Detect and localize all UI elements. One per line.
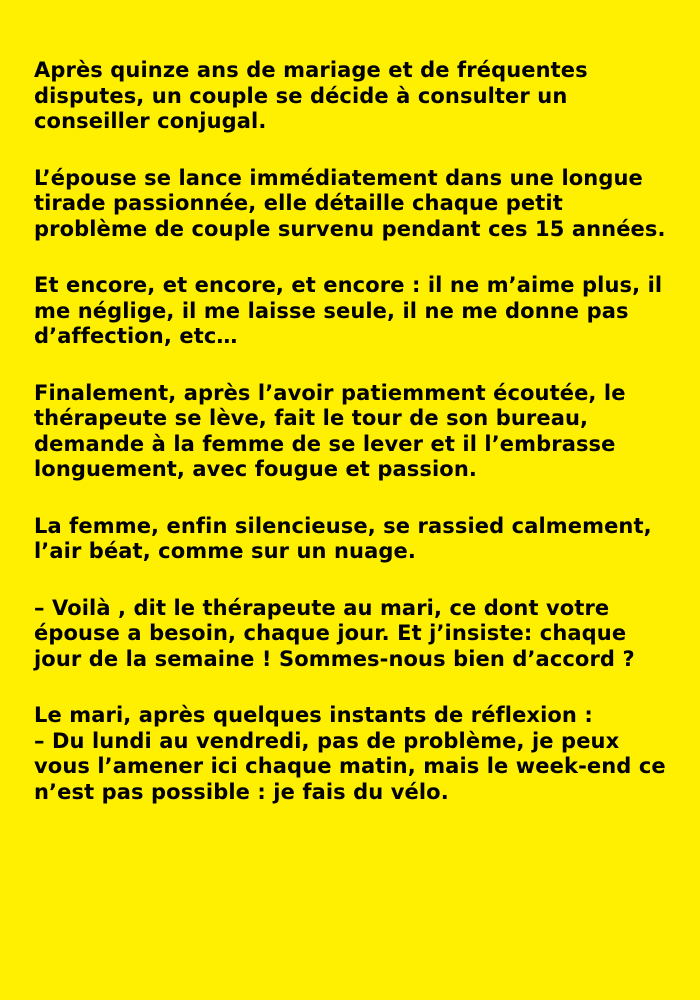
- paragraph-therapist-advice: – Voilà , dit le thérapeute au mari, ce dont votre épouse a besoin, chaque jour. Et j’insiste: chaque jour de la semaine ! Sommes-nous bien d’accord ?: [34, 595, 635, 671]
- paragraph-wife-calm: La femme, enfin silencieuse, se rassied calmement, l’air béat, comme sur un nuage.: [34, 513, 652, 563]
- paragraph-therapist-kiss: Finalement, après l’avoir patiemment écoutée, le thérapeute se lève, fait le tour de son bureau, demande à la femme de se lever et il l’embrasse longuement, avec fougue et passion.: [34, 380, 626, 481]
- paragraph-complaints: Et encore, et encore, et encore : il ne m’aime plus, il me néglige, il me laisse seule, il ne me donne pas d’affection, etc…: [34, 273, 663, 348]
- paragraph-intro: Après quinze ans de mariage et de fréquentes disputes, un couple se décide à consulter un conseiller conjugal.: [34, 58, 588, 133]
- paragraph-husband-answer: Le mari, après quelques instants de réflexion : – Du lundi au vendredi, pas de problème, je peux vous l’amener ici chaque matin, mais le week-end ce n’est pas possible : je fais du vélo.: [34, 703, 666, 804]
- paragraph-wife-tirade: L’épouse se lance immédiatement dans une longue tirade passionnée, elle détaille chaque petit problème de couple survenu pendant ces 15 années.: [34, 165, 666, 241]
